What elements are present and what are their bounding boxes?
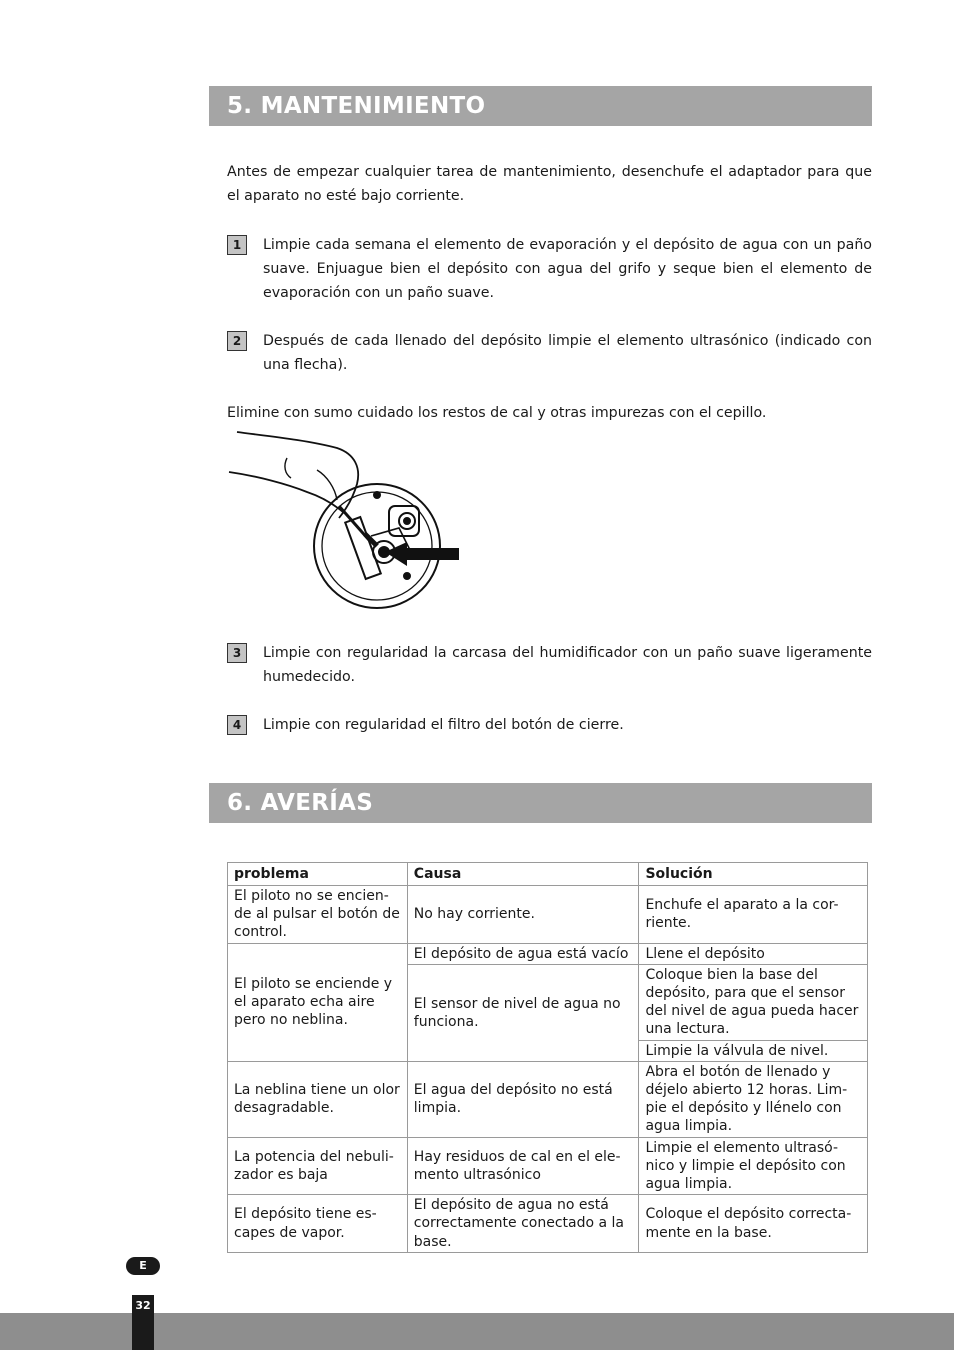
troubleshooting-table [227,862,868,1253]
step-text: Limpie con regularidad el filtro del botón de cierre. [263,717,624,733]
maintenance-intro: Antes de empezar cualquier tarea de mantenimiento, desenchufe el adaptador para que el aparato no esté bajo corriente. [227,164,872,204]
solution-cell: Limpie el elemento ultrasó-nico y limpie el depósito con agua limpia. [639,1137,868,1195]
step-4 [227,713,872,737]
table-row [228,1061,868,1137]
hand-upper-outline [237,432,358,518]
problem-cell: El piloto no se encien-de al pulsar el botón de control. [228,886,408,944]
header-cause: Causa [407,863,639,886]
step-number: 2 [227,331,247,351]
step-text: Limpie con regularidad la carcasa del humidificador con un paño suave ligeramente humedecido. [263,645,872,685]
step-number: 3 [227,643,247,663]
step-text: Después de cada llenado del depósito limpie el elemento ultrasónico (indicado con una flecha). [263,333,872,373]
sensor-bar [345,517,381,579]
arrow-icon [385,542,459,566]
header-solution: Solución [639,863,868,886]
cause-cell: Hay residuos de cal en el ele-mento ultrasónico [407,1137,639,1195]
table-row [228,1137,868,1195]
table-row [228,1195,868,1253]
cause-cell: El agua del depósito no está limpia. [407,1061,639,1137]
step-1 [227,233,872,305]
step-text: Limpie cada semana el elemento de evaporación y el depósito de agua con un paño suave. Enjuague bien el depósito con agua del grifo y seque bien el elemento de evaporación con un paño suave. [263,237,872,301]
problem-cell: La neblina tiene un olor desagradable. [228,1061,408,1137]
cause-cell: No hay corriente. [407,886,639,944]
solution-cell: Coloque el depósito correcta-mente en la base. [639,1195,868,1253]
step-number: 1 [227,235,247,255]
solution-cell: Coloque bien la base del depósito, para que el sensor del nivel de agua pueda hacer una lectura. [639,964,868,1040]
problem-cell: El depósito tiene es-capes de vapor. [228,1195,408,1253]
step-number: 4 [227,715,247,735]
section-5-heading: 5. MANTENIMIENTO [209,86,872,126]
cleaning-illustration [227,428,462,614]
page-number: 32 [132,1295,154,1350]
table-header-row [228,863,868,886]
solution-cell: Enchufe el aparato a la cor-riente. [639,886,868,944]
section-6-heading: 6. AVERÍAS [209,783,872,823]
cause-cell: El depósito de agua no está correctamente conectado a la base. [407,1195,639,1253]
step-3 [227,641,872,689]
solution-cell: Limpie la válvula de nivel. [639,1040,868,1061]
step-2 [227,329,872,377]
cleaning-note: Elimine con sumo cuidado los restos de cal y otras impurezas con el cepillo. [227,405,767,421]
table-row [228,943,868,964]
problem-cell: La potencia del nebuli-zador es baja [228,1137,408,1195]
cause-cell: El sensor de nivel de agua no funciona. [407,964,639,1061]
solution-cell: Llene el depósito [639,943,868,964]
table-row [228,886,868,944]
solution-cell: Abra el botón de llenado y déjelo abierto 12 horas. Lim-pie el depósito y llénelo con agua limpia. [639,1061,868,1137]
language-badge: E [126,1257,160,1275]
problem-cell: El piloto se enciende y el aparato echa aire pero no neblina. [228,943,408,1061]
cause-cell: El depósito de agua está vacío [407,943,639,964]
header-problem: problema [228,863,408,886]
